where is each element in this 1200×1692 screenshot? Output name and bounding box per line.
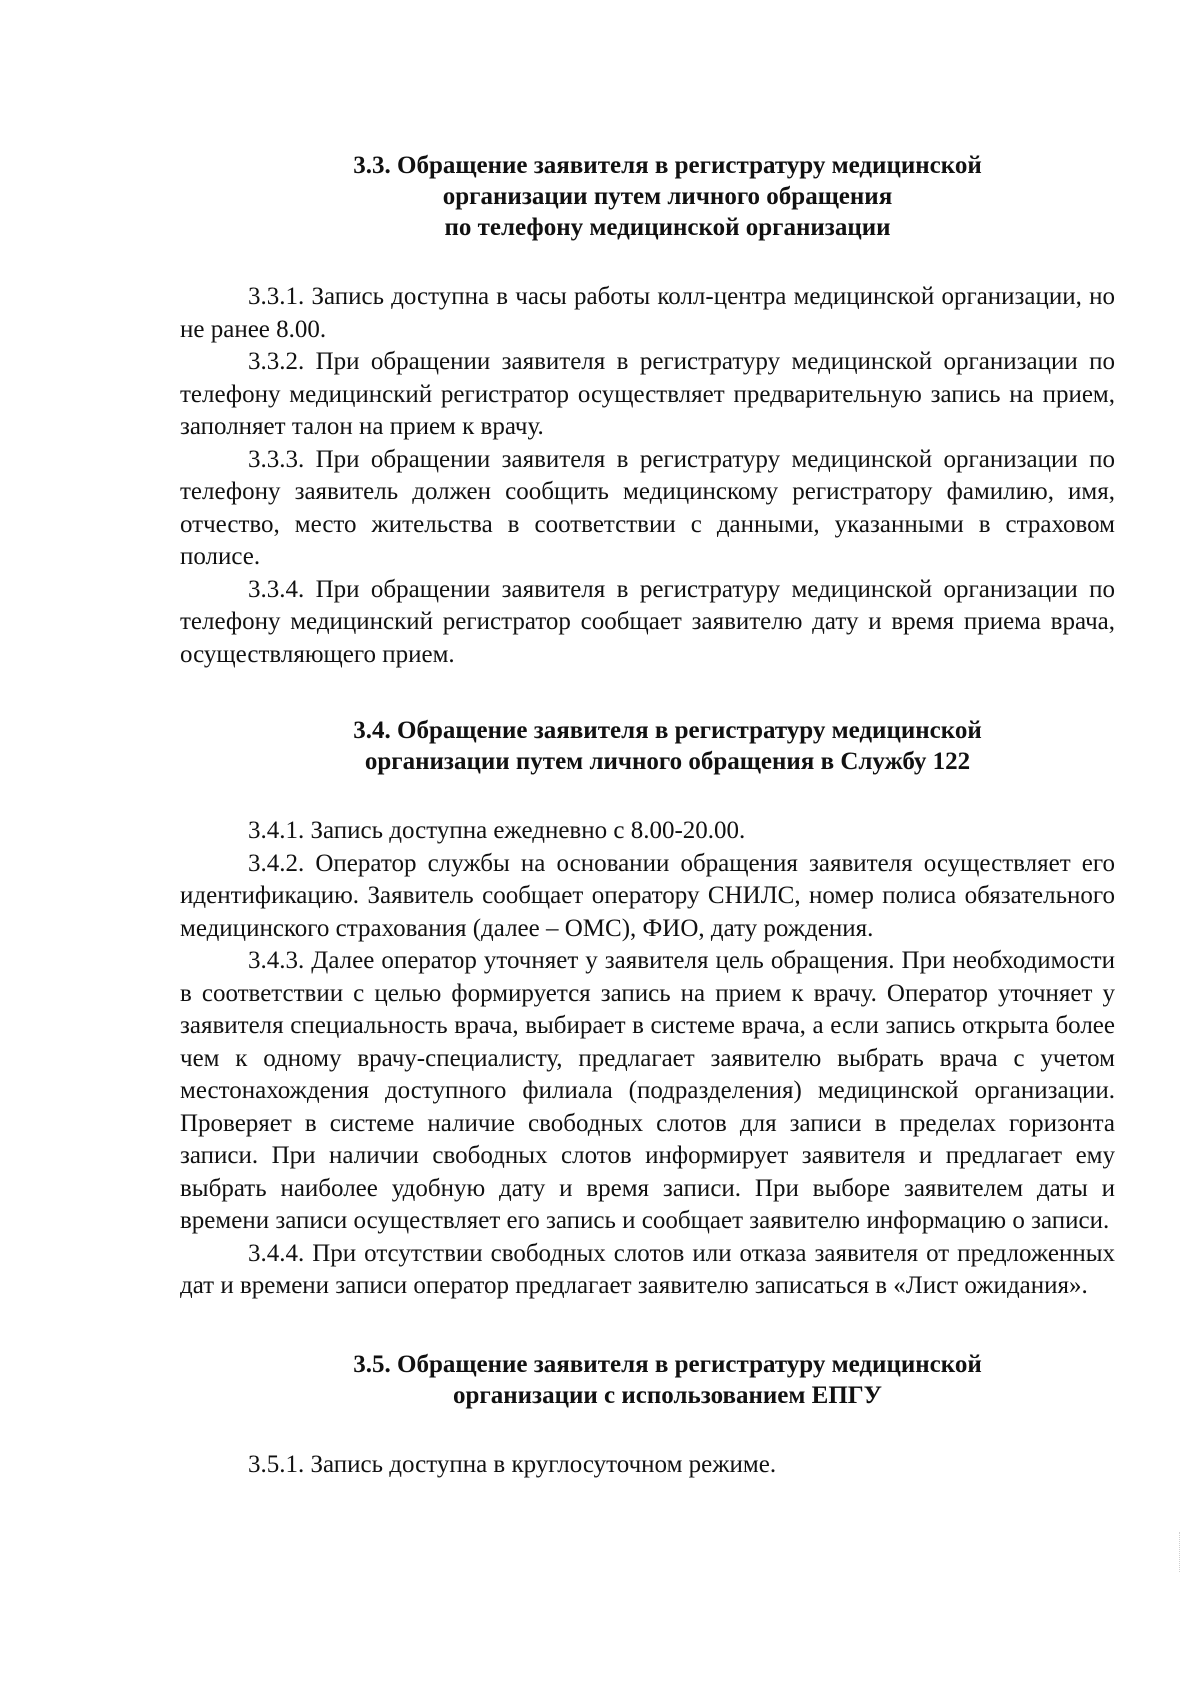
heading-line: по телефону медицинской организации: [444, 214, 891, 241]
heading-line: 3.5. Обращение заявителя в регистратуру медицинской: [353, 1350, 982, 1378]
paragraph-3-4-1: 3.4.1. Запись доступна ежедневно с 8.00-20.00.: [248, 817, 746, 844]
section-heading: [180, 1349, 1115, 1411]
paragraph-3-3-3: 3.3.3. При обращении заявителя в регистратуру медицинской организации по телефону заявитель должен сообщить медицинскому регистратору фамилию, имя, отчество, место жительства в соответствии с данными, указанными в страховом полисе.: [180, 445, 1115, 570]
document-body: [180, 150, 1115, 1481]
section-heading: [180, 150, 1115, 243]
scan-edge-mark: [1179, 1532, 1182, 1572]
section-3-3: [180, 150, 1115, 671]
section-heading: [180, 715, 1115, 777]
section-3-4: [180, 715, 1115, 1303]
heading-line: организации с использованием ЕПГУ: [452, 1381, 883, 1409]
paragraph-3-4-3: 3.4.3. Далее оператор уточняет у заявителя цель обращения. При необходимости в соответствии с целью формируется запись на прием к врачу. Оператор уточняет у заявителя специальность врача, выбирает в системе врача, а если запись открыта более чем к одному врачу-специалисту, предлагает заявителю выбрать врача с учетом местонахождения доступного филиала (подразделения) медицинской организации. Проверяет в системе наличие свободных слотов для записи в пределах горизонта записи. При наличии свободных слотов информирует заявителя и предлагает ему выбрать наиболее удобную дату и время записи. При выборе заявителем даты и времени записи осуществляет его запись и сообщает заявителю информацию о записи.: [180, 947, 1115, 1234]
paragraph-3-4-4: 3.4.4. При отсутствии свободных слотов или отказа заявителя от предложенных дат и времени записи оператор предлагает заявителю записаться в «Лист ожидания».: [180, 1239, 1115, 1299]
heading-line: организации путем личного обращения: [442, 183, 893, 210]
heading-line: 3.4. Обращение заявителя в регистратуру медицинской: [353, 717, 982, 744]
paragraph-3-5-1: 3.5.1. Запись доступна в круглосуточном режиме.: [248, 1450, 777, 1478]
paragraph-3-3-4: 3.3.4. При обращении заявителя в регистратуру медицинской организации по телефону медицинский регистратор сообщает заявителю дату и время приема врача, осуществляющего прием.: [180, 575, 1115, 668]
heading-line: организации путем личного обращения в Службу 122: [364, 748, 971, 775]
heading-line: 3.3. Обращение заявителя в регистратуру медицинской: [353, 152, 982, 179]
paragraph-3-4-2: 3.4.2. Оператор службы на основании обращения заявителя осуществляет его идентификацию. Заявитель сообщает оператору СНИЛС, номер полиса обязательного медицинского страхования (далее – ОМС), ФИО, дату рождения.: [180, 849, 1115, 942]
paragraph-3-3-2: 3.3.2. При обращении заявителя в регистратуру медицинской организации по телефону медицинский регистратор осуществляет предварительную запись на прием, заполняет талон на прием к врачу.: [180, 348, 1115, 440]
section-3-5: [180, 1349, 1115, 1482]
paragraph-3-3-1: 3.3.1. Запись доступна в часы работы колл-центра медицинской организации, но не ранее 8.00.: [180, 283, 1115, 343]
